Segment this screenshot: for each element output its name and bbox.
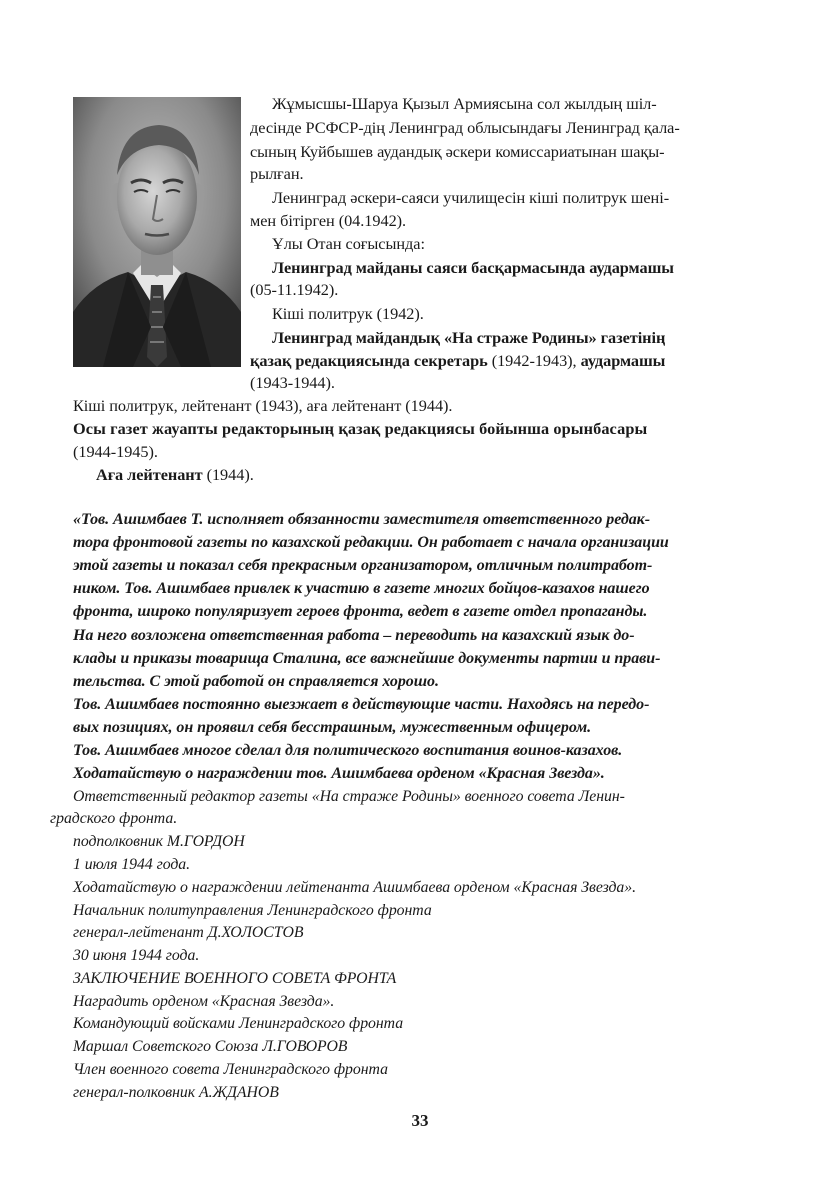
quote-line: «Тов. Ашимбаев Т. исполняет обязанности заместителя ответственного редак- [73,511,651,528]
bio-line: десінде РСФСР-дің Ленинград облысындағы Ленинград қала- [250,118,680,137]
signature-line: 1 июля 1944 года. [73,856,191,873]
bio-line-mixed [96,464,254,486]
signature-line: Маршал Советского Союза Л.ГОВОРОВ [73,1038,348,1055]
bio-line: Жұмысшы-Шаруа Қызыл Армиясына сол жылдың шіл- [272,94,657,113]
bio-rank: Аға лейтенант [96,465,203,484]
quote-line: Тов. Ашимбаев постоянно выезжает в действующие части. Находясь на передо- [73,696,650,713]
signature-line: Начальник политуправления Ленинградского фронта [73,902,432,919]
quote-line: этой газеты и показал себя прекрасным организатором, отличным политработ- [73,557,653,574]
bio-line: (1943-1944). [250,373,335,392]
signature-line: градского фронта. [50,810,178,827]
signature-line: подполковник М.ГОРДОН [73,833,245,850]
bio-line-bold: Ленинград майданы саяси басқармасында аудармашы [272,258,674,277]
page-number: 33 [411,1111,429,1130]
signature-line: генерал-полковник А.ЖДАНОВ [73,1084,279,1101]
signature-line: ЗАКЛЮЧЕНИЕ ВОЕННОГО СОВЕТА ФРОНТА [73,970,397,987]
bio-line-mixed [250,350,665,372]
signature-line: Командующий войсками Ленинградского фронта [73,1015,404,1032]
bio-line-bold: Ленинград майдандық «На страже Родины» газетінің [272,328,666,347]
quote-line: Тов. Ашимбаев многое сделал для политического воспитания воинов-казахов. [73,742,623,759]
portrait-image [73,97,241,367]
portrait-photo [73,97,241,367]
quote-line: клады и приказы товарища Сталина, все важнейшие документы партии и прави- [73,650,661,667]
quote-line: Ходатайствую о награждении тов. Ашимбаева орденом «Красная Звезда». [73,765,605,782]
signature-line: Ответственный редактор газеты «На страже Родины» военного совета Ленин- [73,788,625,805]
signature-line: 30 июня 1944 года. [73,947,200,964]
bio-years: (1944). [202,465,254,484]
quote-line: тельства. С этой работой он справляется хорошо. [73,673,439,690]
bio-line: сының Куйбышев аудандық әскери комиссариатынан шақы- [250,142,665,161]
bio-role-translator: аудармашы [580,351,666,370]
bio-years: (1942-1943), [487,351,581,370]
signature-line: Ходатайствую о награждении лейтенанта Ашимбаева орденом «Красная Звезда». [73,879,637,896]
bio-line: мен бітірген (04.1942). [250,211,407,230]
quote-line: На него возложена ответственная работа – переводить на казахский язык до- [73,627,635,644]
bio-line: Кіші политрук (1942). [272,304,424,323]
bio-line: Кіші политрук, лейтенант (1943), аға лейтенант (1944). [73,396,453,415]
bio-line: рылған. [250,164,304,183]
bio-line-bold: Осы газет жауапты редакторының қазақ редакциясы бойынша орынбасары [73,419,648,438]
bio-line: (1944-1945). [73,442,158,461]
bio-line: (05-11.1942). [250,280,339,299]
quote-line: тора фронтовой газеты по казахской редакции. Он работает с начала организации [73,534,669,551]
bio-role-secretary: қазақ редакциясында секретарь [250,351,488,370]
signature-line: генерал-лейтенант Д.ХОЛОСТОВ [73,924,304,941]
quote-line: ником. Тов. Ашимбаев привлек к участию в газете многих бойцов-казахов нашего [73,580,650,597]
signature-line: Наградить орденом «Красная Звезда». [73,993,335,1010]
bio-line: Ленинград әскери-саяси училищесін кіші политрук шені- [272,188,670,207]
quote-line: вых позициях, он проявил себя бесстрашным, мужественным офицером. [73,719,592,736]
quote-line: фронта, широко популяризует героев фронта, ведет в газете отдел пропаганды. [73,603,648,620]
bio-line: Ұлы Отан соғысында: [272,234,425,253]
signature-line: Член военного совета Ленинградского фронта [73,1061,388,1078]
